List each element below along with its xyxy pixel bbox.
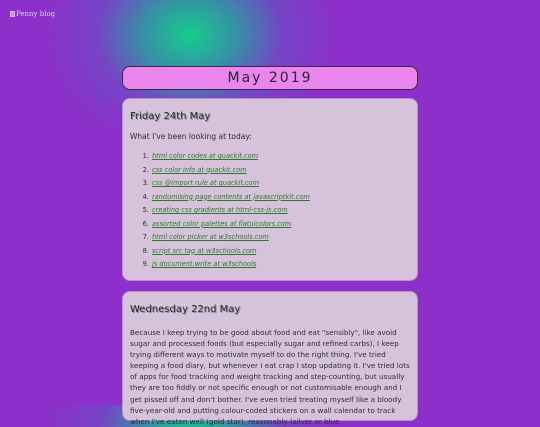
broken-image-icon [10, 11, 15, 17]
post-title: Wednesday 22nd May [130, 304, 241, 315]
list-item [151, 218, 410, 232]
list-item [151, 164, 410, 178]
link-css-color-info[interactable]: css color info at quackit.com [152, 165, 247, 174]
list-item [151, 177, 410, 191]
link-css-import-rule[interactable]: css @import rule at quackit.com [152, 179, 260, 187]
site-logo[interactable] [10, 10, 55, 18]
blog-post-card [122, 98, 418, 281]
list-item [151, 245, 410, 259]
link-assorted-color-palettes[interactable]: assorted color palettes at flatuicolors.com [152, 219, 292, 228]
list-item [151, 204, 410, 218]
link-script-src-tag[interactable]: script src tag at w3schools.com [152, 246, 257, 255]
link-list [130, 150, 410, 272]
link-creating-css-gradients[interactable]: creating css gradients at html-css-js.com [152, 206, 288, 214]
link-html-color-codes[interactable]: html color codes at quackit.com [152, 152, 259, 160]
link-html-color-picker[interactable]: html color picker at w3schools.com [152, 233, 269, 241]
blog-post-card [122, 291, 418, 426]
list-item [151, 150, 410, 164]
post-title: Friday 24th May [130, 111, 211, 122]
list-item [151, 231, 410, 245]
link-js-document-write[interactable]: js document.write at w3schools [152, 260, 257, 268]
month-header: May 2019 [122, 66, 418, 90]
post-intro: What I've been looking at today: [130, 132, 252, 141]
link-randomising-page-contents[interactable]: randomising page contents at javascriptkit.com [152, 192, 310, 201]
site-logo-alt-text: Penny blog [16, 10, 56, 18]
list-item [151, 258, 410, 272]
list-item [151, 191, 410, 205]
post-body: Because I keep trying to be good about food and eat "sensibly", like avoid sugar and processed foods (but especially sugar and refined carbs), I keep trying different ways to motivate myself to do the right thing. I've tried keeping a food diary, but whenever I eat crap I stop updating it. I've tried lots of apps for food tracking and weight tracking and step-counting, but usually they are too fiddly or not specific enough or not customisable enough and I get pissed off and don't bother. I've even tried treating myself like a bloody five-year-old and putting colour-coded stickers on a wall calendar to track when I've eaten well (gold star), reasonably (silver or blue [130, 328, 410, 426]
